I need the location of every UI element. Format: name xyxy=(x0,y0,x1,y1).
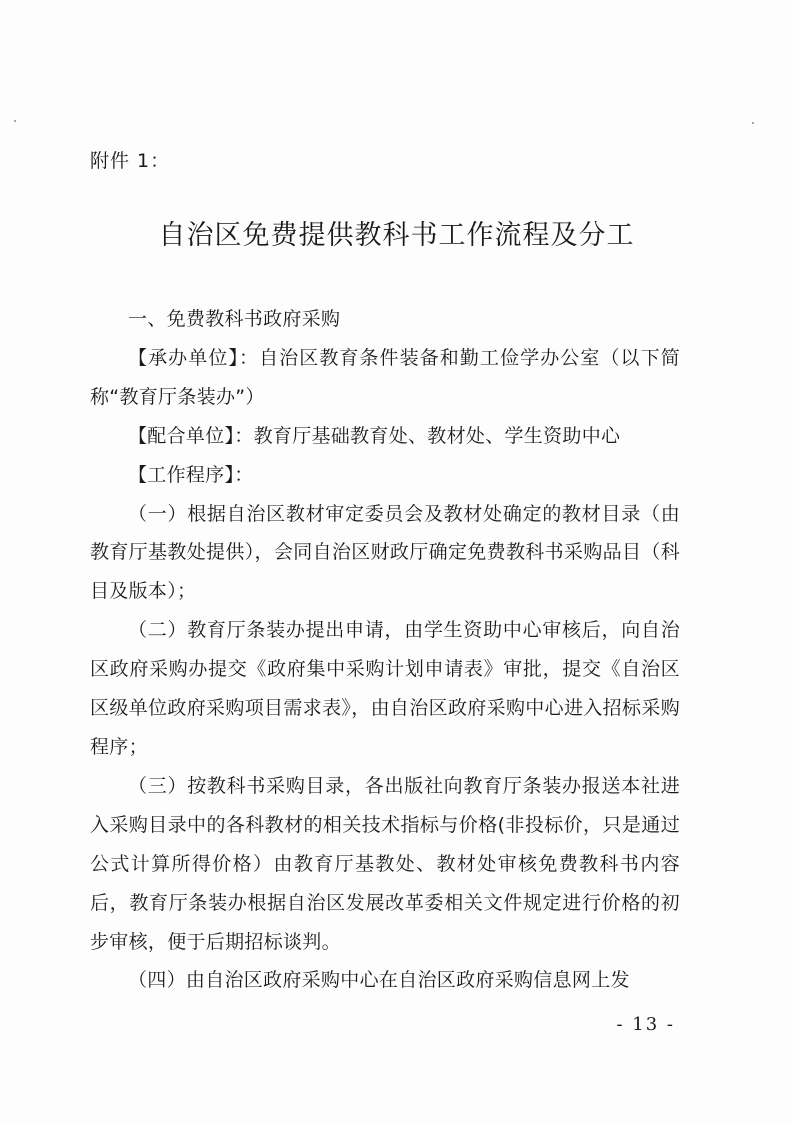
page-number: - 13 - xyxy=(616,1014,675,1035)
scan-speck xyxy=(752,122,754,124)
document-title: 自治区免费提供教科书工作流程及分工 xyxy=(158,220,635,251)
scan-speck xyxy=(14,120,16,122)
document-body xyxy=(90,300,680,1000)
section-heading: 一、免费教科书政府采购 xyxy=(128,308,341,330)
procedure-step-4: （四）由自治区政府采购中心在自治区政府采购信息网上发 xyxy=(128,969,630,992)
work-procedure-label: 【工作程序】： xyxy=(128,463,254,486)
procedure-step-2: （二）教育厅条装办提出申请，由学生资助中心审核后，向自治区政府采购办提交《政府集中采购计划申请表》审批，提交《自治区区级单位政府采购项目需求表》，由自治区政府采购中心进入招标采购程序； xyxy=(90,619,680,758)
attachment-label: 附件 1： xyxy=(90,150,171,172)
undertaking-unit: 【承办单位】：自治区教育条件装备和勤工俭学办公室（以下简称“教育厅条装办”） xyxy=(90,346,680,408)
procedure-step-1: （一）根据自治区教材审定委员会及教材处确定的教材目录（由教育厅基教处提供），会同自治区财政厅确定免费教科书采购品目（科目及版本）； xyxy=(90,502,680,603)
procedure-step-3: （三）按教科书采购目录，各出版社向教育厅条装办报送本社进入采购目录中的各科教材的相关技术指标与价格(非投标价，只是通过公式计算所得价格）由教育厅基教处、教材处审核免费教科书内容后，教育厅条装办根据自治区发展改革委相关文件规定进行价格的初步审核，便于后期招标谈判。 xyxy=(90,774,680,953)
cooperating-units: 【配合单位】：教育厅基础教育处、教材处、学生资助中心 xyxy=(128,424,621,447)
